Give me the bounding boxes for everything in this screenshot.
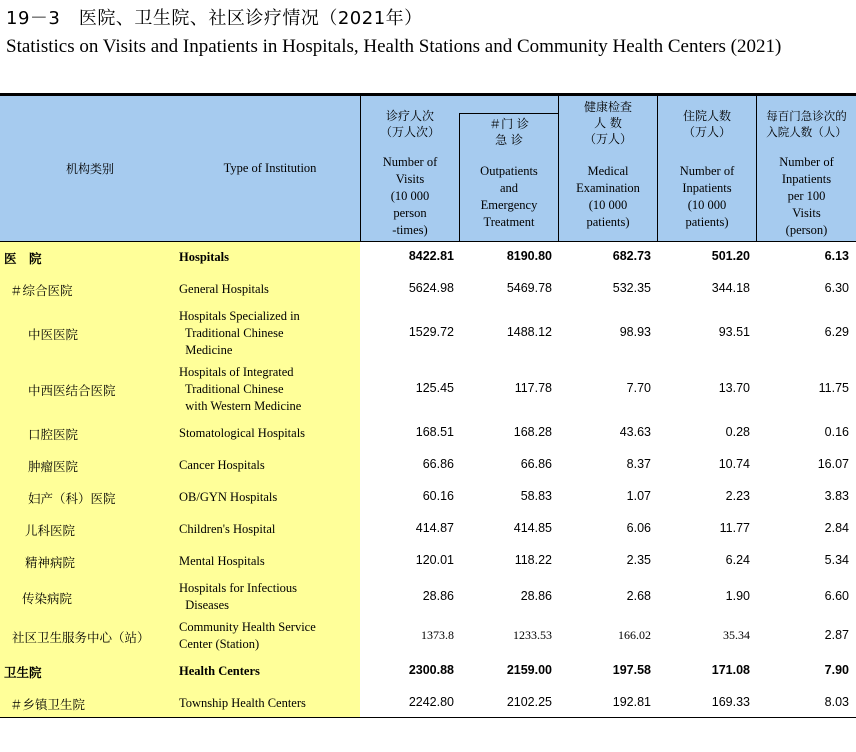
cell-visits: 168.51: [415, 425, 454, 439]
cell-visits: 66.86: [422, 457, 454, 471]
cell-inpat: 35.34: [723, 628, 750, 642]
cell-exam: 192.81: [612, 695, 651, 709]
cell-exam: 6.06: [626, 521, 651, 535]
header-bottom-rule: [0, 241, 856, 242]
institution-name-en: Hospitals: [179, 249, 230, 264]
header-visits-en: Number of Visits (10 000 person -times): [382, 155, 438, 237]
cell-outpat: 8190.80: [506, 249, 552, 263]
cell-exam: 197.58: [612, 663, 651, 677]
cell-inpat: 1.90: [725, 589, 750, 603]
institution-name-cn: 口腔医院: [28, 427, 79, 442]
institution-name-cn: 医 院: [4, 251, 42, 266]
institution-name-en: Community Health Service Center (Station): [179, 620, 316, 651]
cell-per100: 3.83: [824, 489, 849, 503]
institution-name-en: OB/GYN Hospitals: [179, 489, 278, 504]
header-exam-cn: 健康检查 人 数 （万人）: [583, 100, 632, 146]
cell-outpat: 1233.53: [513, 628, 552, 642]
cell-per100: 6.60: [824, 589, 849, 603]
cell-inpat: 93.51: [718, 325, 750, 339]
cell-visits: 1373.8: [421, 628, 454, 642]
cell-outpat: 414.85: [513, 521, 552, 535]
cell-exam: 682.73: [612, 249, 651, 263]
cell-outpat: 66.86: [520, 457, 552, 471]
cell-exam: 98.93: [619, 325, 651, 339]
cell-inpat: 13.70: [718, 381, 750, 395]
cell-visits: 5624.98: [408, 281, 454, 295]
institution-name-en: Children's Hospital: [179, 521, 276, 536]
header-exam-en: Medical Examination (10 000 patients): [576, 164, 640, 229]
cell-inpat: 2.23: [725, 489, 750, 503]
institution-name-cn: 儿科医院: [25, 523, 76, 538]
institution-name-cn: 精神病院: [25, 555, 76, 570]
cell-per100: 2.84: [824, 521, 849, 535]
institution-name-en: Stomatological Hospitals: [179, 425, 306, 440]
institution-name-cn: 社区卫生服务中心（站）: [12, 630, 150, 645]
header-subrule: [459, 113, 559, 114]
header-per100-en: Number of Inpatients per 100 Visits (person): [779, 155, 834, 237]
institution-name-cn: ＃综合医院: [10, 283, 73, 298]
cell-exam: 8.37: [626, 457, 651, 471]
cell-visits: 2242.80: [408, 695, 454, 709]
cell-visits: 414.87: [415, 521, 454, 535]
institution-name-en: Hospitals for Infectious Diseases: [179, 581, 298, 612]
bottom-rule: [0, 717, 856, 718]
cell-per100: 8.03: [824, 695, 849, 709]
cell-inpat: 10.74: [718, 457, 750, 471]
cell-visits: 125.45: [415, 381, 454, 395]
cell-inpat: 344.18: [711, 281, 750, 295]
cell-visits: 60.16: [422, 489, 454, 503]
cell-outpat: 5469.78: [506, 281, 552, 295]
institution-name-cn: 传染病院: [22, 591, 73, 606]
header-outpatients-en: Outpatients and Emergency Treatment: [480, 164, 538, 229]
cell-per100: 0.16: [824, 425, 849, 439]
cell-exam: 43.63: [619, 425, 651, 439]
cell-outpat: 28.86: [520, 589, 552, 603]
institution-name-cn: ＃乡镇卫生院: [10, 697, 86, 712]
institution-name-en: Mental Hospitals: [179, 553, 265, 568]
cell-exam: 2.35: [626, 553, 651, 567]
institution-name-en: Hospitals Specialized in Traditional Chinese Medicine: [179, 308, 300, 357]
header-per100-cn: 每百门急诊次的 入院人数（人）: [766, 109, 847, 139]
institution-name-en: General Hospitals: [179, 281, 269, 296]
cell-exam: 166.02: [618, 628, 651, 642]
cell-inpat: 0.28: [725, 425, 750, 439]
cell-exam: 2.68: [626, 589, 651, 603]
header-inpatients-en: Number of Inpatients (10 000 patients): [679, 164, 735, 229]
cell-inpat: 501.20: [711, 249, 750, 263]
institution-name-en: Cancer Hospitals: [179, 457, 265, 472]
header-inpatients-cn: 住院人数 （万人）: [682, 109, 731, 139]
cell-inpat: 171.08: [711, 663, 750, 677]
cell-exam: 532.35: [612, 281, 651, 295]
cell-inpat: 169.33: [711, 695, 750, 709]
cell-outpat: 2159.00: [506, 663, 552, 677]
cell-visits: 1529.72: [408, 325, 454, 339]
cell-per100: 6.29: [824, 325, 849, 339]
institution-name-cn: 中医医院: [28, 327, 79, 342]
table-title-cn: 19－3 医院、卫生院、社区诊疗情况（2021年）: [6, 8, 423, 29]
institution-name-cn: 卫生院: [4, 665, 42, 680]
cell-visits: 120.01: [415, 553, 454, 567]
institution-name-cn: 中西医结合医院: [28, 383, 116, 398]
cell-per100: 6.13: [824, 249, 849, 263]
cell-outpat: 168.28: [513, 425, 552, 439]
cell-inpat: 11.77: [719, 521, 750, 535]
cell-per100: 5.34: [824, 553, 849, 567]
header-type-cn: 机构类别: [65, 162, 114, 176]
institution-name-cn: 肿瘤医院: [28, 459, 79, 474]
cell-per100: 16.07: [817, 457, 849, 471]
institution-name-en: Health Centers: [179, 663, 260, 678]
cell-per100: 6.30: [824, 281, 849, 295]
cell-visits: 2300.88: [408, 663, 454, 677]
cell-inpat: 6.24: [725, 553, 750, 567]
header-outpatients-cn: ＃门 诊 急 诊: [489, 117, 529, 147]
institution-name-cn: 妇产（科）医院: [28, 491, 116, 506]
cell-outpat: 118.22: [514, 553, 552, 567]
table-title-en: Statistics on Visits and Inpatients in Hospitals, Health Stations and Community Health Centers (2021): [6, 36, 782, 57]
header-visits-cn: 诊疗人次 （万人次）: [379, 109, 440, 139]
cell-visits: 8422.81: [408, 249, 454, 263]
institution-name-en: Township Health Centers: [179, 695, 306, 710]
cell-exam: 7.70: [626, 381, 651, 395]
header-type-en: Type of Institution: [223, 161, 317, 175]
cell-per100: 7.90: [824, 663, 849, 677]
cell-exam: 1.07: [626, 489, 651, 503]
cell-per100: 11.75: [818, 381, 849, 395]
cell-outpat: 58.83: [520, 489, 552, 503]
cell-per100: 2.87: [824, 628, 849, 642]
cell-outpat: 117.78: [514, 381, 552, 395]
institution-name-en: Hospitals of Integrated Traditional Chinese with Western Medicine: [179, 364, 302, 413]
cell-outpat: 2102.25: [506, 695, 552, 709]
cell-outpat: 1488.12: [506, 325, 552, 339]
header-divider: [360, 96, 361, 242]
cell-visits: 28.86: [422, 589, 454, 603]
